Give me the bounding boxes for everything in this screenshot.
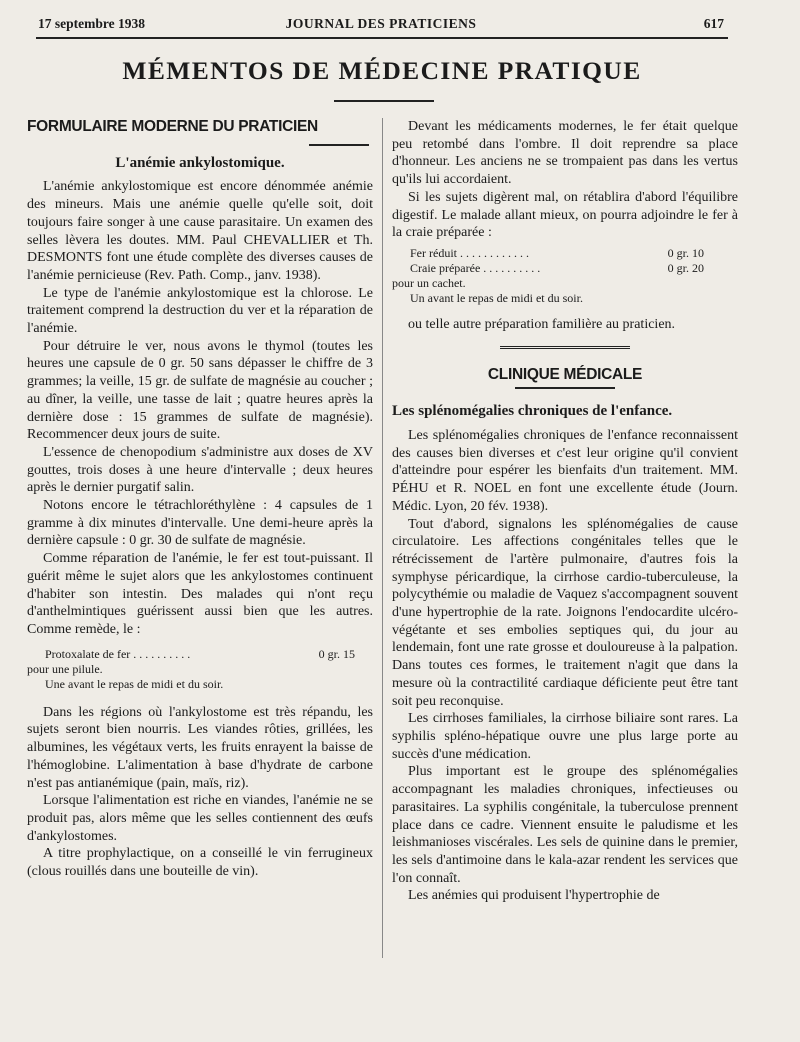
section-rule bbox=[500, 346, 630, 352]
column-divider bbox=[382, 118, 383, 958]
right-column bbox=[392, 118, 738, 905]
section-heading-formulaire: FORMULAIRE MODERNE DU PRATICIEN bbox=[27, 118, 318, 135]
paragraph: L'essence de chenopodium s'administre aux doses de XV gouttes, trois doses à une heure d'intervalle ; deux heures après le dernier purgatif salin. bbox=[27, 444, 373, 496]
prescription-block bbox=[392, 246, 738, 306]
section-rule bbox=[515, 387, 615, 389]
section-rule bbox=[309, 136, 369, 146]
header-date: 17 septembre 1938 bbox=[38, 16, 145, 31]
paragraph: Dans les régions où l'ankylostome est très répandu, les sujets seront bien nourris. Les viandes rôties, grillées, les albumines, les végétaux verts, les fruits enrayent la baisse de l'hémoglobine. L'alimentation à base d'hydrate de carbone n'est pas antianémique (pain, maïs, riz). bbox=[27, 704, 373, 791]
paragraph: Les cirrhoses familiales, la cirrhose biliaire sont rares. La syphilis spléno-hépatique ouvre une plus large porte au succès d'une médication. bbox=[392, 711, 738, 762]
paragraph: Pour détruire le ver, nous avons le thymol (toutes les heures une capsule de 0 gr. 50 sans dépasser le chiffre de 3 grammes; la veille, 15 gr. de sulfate de magnésie au coucher ; au dîner, la veille, une tasse de lait ; quatre heures après la dernière dose : 15 grammes de sulfate de magnésie). Recommencer deux jours de suite. bbox=[27, 338, 373, 443]
paragraph: Lorsque l'alimentation est riche en viandes, l'anémie ne se produit pas, alors même que les selles contiennent des œufs d'ankylostomes. bbox=[27, 793, 373, 844]
paragraph: ou telle autre préparation familière au praticien. bbox=[408, 316, 676, 332]
header-rule bbox=[36, 37, 728, 39]
paragraph: Les anémies qui produisent l'hypertrophie de bbox=[408, 888, 660, 904]
running-header bbox=[38, 16, 724, 36]
prescription-item: Craie préparée . . . . . . . . . . bbox=[410, 260, 541, 275]
paragraph: Devant les médicaments modernes, le fer était quelque peu retombé dans l'ombre. Il doit reprendre sa place d'honneur. Les anciens ne se trompaient pas dans les vertus qu'ils lui accordaient. bbox=[392, 119, 738, 188]
header-journal: JOURNAL DES PRATICIENS bbox=[285, 16, 477, 31]
left-column bbox=[27, 118, 373, 881]
paragraph: Les splénomégalies chroniques de l'enfance reconnaissent des causes bien diverses et c'est leur origine qu'il convient d'atteindre pour espérer les bienfaits d'un traitement. MM. PÉHU et R. NOEL en font une excellente étude (Journ. Médic. Lyon, 20 fév. 1938). bbox=[392, 428, 738, 514]
paragraph: Si les sujets digèrent mal, on rétablira d'abord l'équilibre digestif. Le malade allant mieux, on pourra adjoindre le fer à la craie préparée : bbox=[392, 189, 738, 241]
prescription-item: Fer réduit . . . . . . . . . . . . bbox=[410, 245, 529, 260]
header-page-number: 617 bbox=[703, 16, 724, 31]
prescription-note: Un avant le repas de midi et du soir. bbox=[410, 290, 583, 305]
prescription-block bbox=[27, 647, 373, 692]
page-title: MÉMENTOS DE MÉDECINE PRATIQUE bbox=[122, 56, 642, 85]
paragraph: Le type de l'anémie ankylostomique est la chlorose. Le traitement comprend la destruction du ver et la réparation de l'anémie. bbox=[27, 285, 373, 337]
section-heading-clinique: CLINIQUE MÉDICALE bbox=[487, 365, 643, 383]
paragraph: Notons encore le tétrachloréthylène : 4 capsules de 1 gramme à dix minutes d'intervalle. Une demi-heure après la dernière capsule : 0 gr. 30 de sulfate de magnésie. bbox=[27, 498, 373, 549]
prescription-dose: 0 gr. 15 bbox=[318, 646, 355, 661]
prescription-note: Une avant le repas de midi et du soir. bbox=[45, 676, 224, 691]
prescription-dose: 0 gr. 10 bbox=[667, 245, 704, 260]
prescription-item: Protoxalate de fer . . . . . . . . . . bbox=[45, 646, 191, 661]
paragraph: A titre prophylactique, on a conseillé le vin ferrugineux (clous rouillés dans une bouteille de vin). bbox=[27, 846, 373, 880]
paragraph: Comme réparation de l'anémie, le fer est tout-puissant. Il guérit même le sujet alors que les ankylostomes continuent d'habiter son intestin. Des malades qui n'ont reçu d'anthelmintiques guérissent aussi bien que les autres. Comme remède, le : bbox=[27, 551, 373, 637]
subheading-anemie: L'anémie ankylostomique. bbox=[115, 154, 285, 171]
prescription-note: pour une pilule. bbox=[27, 661, 103, 676]
paragraph: Tout d'abord, signalons les splénomégalies de cause circulatoire. Les affections congénitales telles que le rétrécissement de l'artère pulmonaire, d'autres fois la symphyse péricardique, la cirrhose cardio-tuberculeuse, la polycythémie ou maladie de Vaquez s'accompagnent souvent d'une hypertrophie de la rate. Joignons l'endocardite ulcéro-végétante et ses embolies septiques qui, du jour au lendemain, font une rate grosse et douloureuse à la palpation. Dans toutes ces formes, le traitement n'agit que dans la mesure où la contractilité cardiaque déficiente peut être tant soit peu reconquise. bbox=[392, 516, 738, 709]
paragraph: L'anémie ankylostomique est encore dénommée anémie des mineurs. Mais une anémie quelle qu'elle soit, doit toujours faire songer à une cause parasitaire. Un examen des selles lèvera les doutes. MM. Paul CHEVALLIER et Th. DESMONTS font une étude complète des diverses causes de l'anémie pernicieuse (Rev. Path. Comp., janv. 1938). bbox=[27, 179, 373, 283]
title-rule bbox=[334, 100, 434, 102]
prescription-note: pour un cachet. bbox=[392, 275, 466, 290]
prescription-dose: 0 gr. 20 bbox=[667, 260, 704, 275]
subheading-splenomegalies: Les splénomégalies chroniques de l'enfance. bbox=[392, 403, 673, 420]
paragraph: Plus important est le groupe des splénomégalies accompagnant les maladies chroniques, infectieuses ou parasitaires. La syphilis congénitale, la tuberculose prennent place dans ce cadre. Viennent ensuite le paludisme et les leishmanioses viscérales. Les sels de quinine dans le premier, les sels d'antimoine dans le kala-azar rendent les services que l'on connaît. bbox=[392, 764, 738, 886]
